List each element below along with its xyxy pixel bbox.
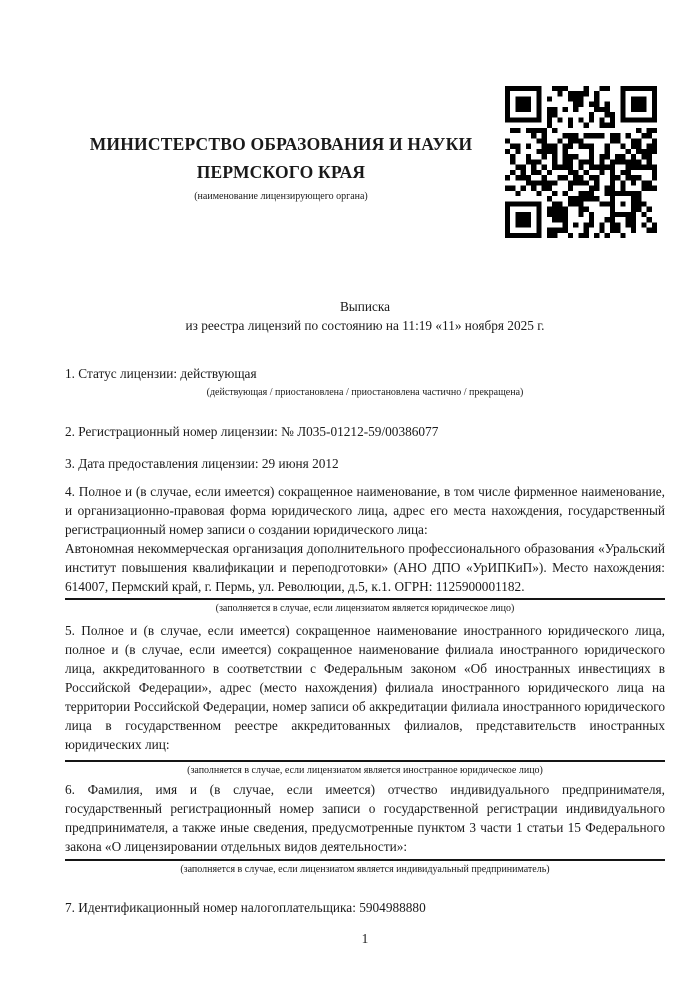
license-status-options-caption: (действующая / приостановлена / приостановлена частично / прекращена) [206,387,524,398]
individual-entrepreneur-section [65,780,665,877]
legal-entity-question: 4. Полное и (в случае, если имеется) сокращенное наименование, в том числе фирменное наименование, и организационно-правовая форма юридического лица, адрес его места нахождения, государственный регистрационный номер записи о создании юридического лица: [65,484,665,537]
document-title-block [65,297,665,335]
document-subtitle: из реестра лицензий по состоянию на 11:19 «11» ноября 2025 г. [185,318,545,333]
license-status-line: 1. Статус лицензии: действующая [65,366,257,381]
licensing-authority-caption: (наименование лицензирующего органа) [194,191,368,202]
document-title: Выписка [339,299,391,314]
legal-entity-answer: Автономная некоммерческая организация дополнительного профессионального образования «Уральский институт повышения квалификации и переподготовки» (АНО ДПО «УрИПКиП»). Место нахождения: 614007, Пермский край, г. Пермь, ул. Революции, д.5, к.1. ОГРН: 1125900001182. [65,541,665,594]
grant-date-line: 3. Дата предоставления лицензии: 29 июня 2012 [65,456,339,471]
ministry-name-line2: ПЕРМСКОГО КРАЯ [196,162,366,182]
legal-entity-underline [65,598,665,600]
foreign-entity-question: 5. Полное и (в случае, если имеется) сокращенное наименование иностранного юридического лица, полное и (в случае, если имеется) сокращенное наименование филиала иностранного юридического лица, аккредитованного в соответствии с Федеральным законом «Об иностранных инвестициях в Российской Федерации», адрес (место нахождения) филиала иностранного юридического лица на территории Российской Федерации, номер записи об аккредитации филиала иностранного юридического лица в государственном реестре аккредитованных филиалов, представительств иностранных юридических лиц: [65,623,665,752]
taxpayer-number-line: 7. Идентификационный номер налогоплательщика: 5904988880 [65,900,426,915]
licensing-authority-header [65,130,497,204]
foreign-entity-section [65,621,665,778]
individual-entrepreneur-question: 6. Фамилия, имя и (в случае, если имеется) отчество индивидуального предпринимателя, государственный регистрационный номер записи о государственной регистрации индивидуального предпринимателя, а также иные сведения, предусмотренные пунктом 3 части 1 статьи 15 Федерального закона «О лицензировании отдельных видов деятельности»: [65,782,665,854]
individual-entrepreneur-caption: (заполняется в случае, если лицензиатом является индивидуальный предприниматель) [180,864,550,875]
qr-code [505,86,657,238]
legal-entity-caption: (заполняется в случае, если лицензиатом является юридическое лицо) [215,603,515,614]
foreign-entity-underline [65,760,665,762]
individual-entrepreneur-underline [65,859,665,861]
legal-entity-section [65,482,665,616]
foreign-entity-caption: (заполняется в случае, если лицензиатом является иностранное юридическое лицо) [187,765,543,776]
registration-number-line: 2. Регистрационный номер лицензии: № Л035-01212-59/00386077 [65,424,439,439]
ministry-name-line1: МИНИСТЕРСТВО ОБРАЗОВАНИЯ И НАУКИ [89,134,473,154]
page-number: 1 [361,931,369,946]
